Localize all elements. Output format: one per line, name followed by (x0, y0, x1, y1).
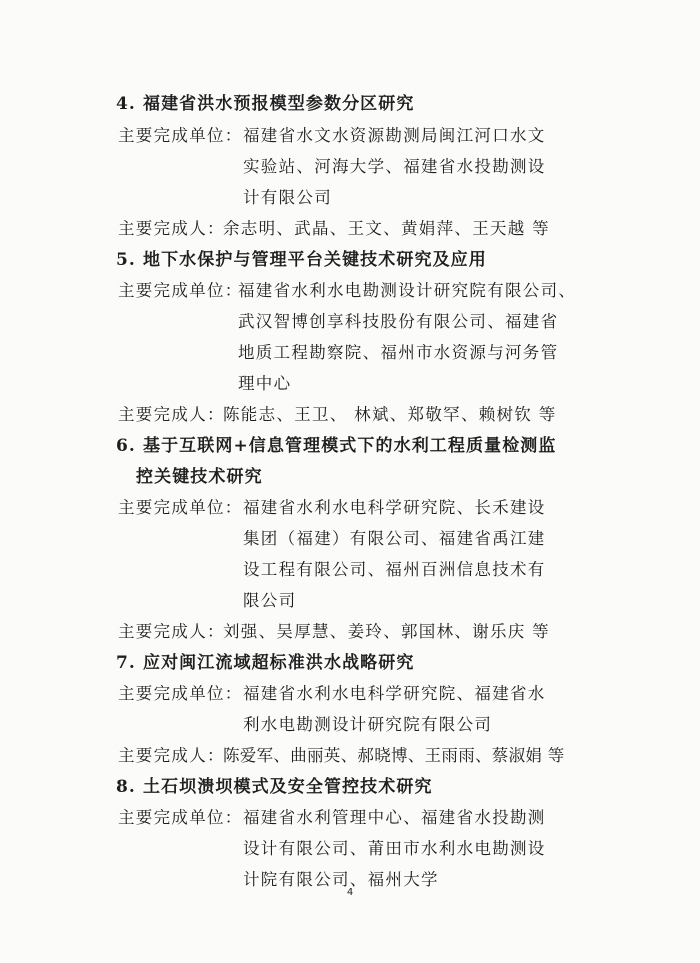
project-5-units-line-3: 地质工程勘察院、福州市水资源与河务管 (238, 343, 559, 362)
project-4-title: 4. 福建省洪水预报模型参数分区研究 (116, 94, 415, 114)
project-8-units-label: 主要完成单位： (118, 808, 243, 827)
project-4-units-line-3: 计有限公司 (243, 188, 332, 207)
project-6-units-label: 主要完成单位： (118, 498, 243, 517)
project-5-persons: 陈能志、王卫、 林斌、郑敬罕、赖树钦 等 (223, 405, 557, 424)
project-6-persons-label: 主要完成人： (118, 622, 225, 641)
project-7-units-line-2: 利水电勘测设计研究院有限公司 (243, 715, 493, 734)
project-5-units-line-1: 福建省水利水电勘测设计研究院有限公司、 (238, 281, 577, 300)
project-5-units-line-4: 理中心 (238, 374, 292, 393)
project-5-units-label: 主要完成单位： (118, 281, 243, 300)
project-5-persons-label: 主要完成人： (118, 405, 225, 424)
project-6-units-line-1: 福建省水利水电科学研究院、长禾建设 (243, 498, 546, 517)
project-6-units-line-3: 设工程有限公司、福州百洲信息技术有 (243, 560, 546, 579)
project-7-persons: 陈爱军、曲丽英、郝晓博、王雨雨、蔡淑娟 等 (223, 746, 565, 765)
project-4-units-line-1: 福建省水文水资源勘测局闽江河口水文 (243, 126, 546, 145)
project-4-persons-label: 主要完成人： (118, 219, 225, 238)
project-6-units-line-2: 集团（福建）有限公司、福建省禹江建 (243, 529, 546, 548)
page-number: 4 (346, 887, 354, 898)
project-8-units-line-1: 福建省水利管理中心、福建省水投勘测 (243, 808, 546, 827)
project-8-units-line-2: 设计有限公司、莆田市水利水电勘测设 (243, 839, 546, 858)
project-8-units-line-3: 计院有限公司、福州大学 (243, 870, 439, 889)
project-7-title: 7. 应对闽江流域超标准洪水战略研究 (116, 653, 415, 673)
project-7-persons-label: 主要完成人： (118, 746, 225, 765)
project-5-title: 5. 地下水保护与管理平台关键技术研究及应用 (116, 250, 487, 270)
project-8-title: 8. 土石坝溃坝模式及安全管控技术研究 (116, 777, 433, 797)
project-6-title-line-1: 6. 基于互联网+信息管理模式下的水利工程质量检测监 (116, 436, 557, 456)
project-6-title-line-2: 控关键技术研究 (136, 467, 263, 487)
project-6-persons: 刘强、吴厚慧、姜玲、郭国林、谢乐庆 等 (223, 622, 550, 641)
project-5-units-line-2: 武汉智博创享科技股份有限公司、福建省 (238, 312, 559, 331)
project-4-persons: 余志明、武晶、王文、黄娟萍、王天越 等 (223, 219, 550, 238)
project-4-units-label: 主要完成单位： (118, 126, 243, 145)
project-4-units-line-2: 实验站、河海大学、福建省水投勘测设 (243, 157, 546, 176)
project-6-units-line-4: 限公司 (243, 591, 297, 610)
project-7-units-label: 主要完成单位： (118, 684, 243, 703)
project-7-units-line-1: 福建省水利水电科学研究院、福建省水 (243, 684, 546, 703)
